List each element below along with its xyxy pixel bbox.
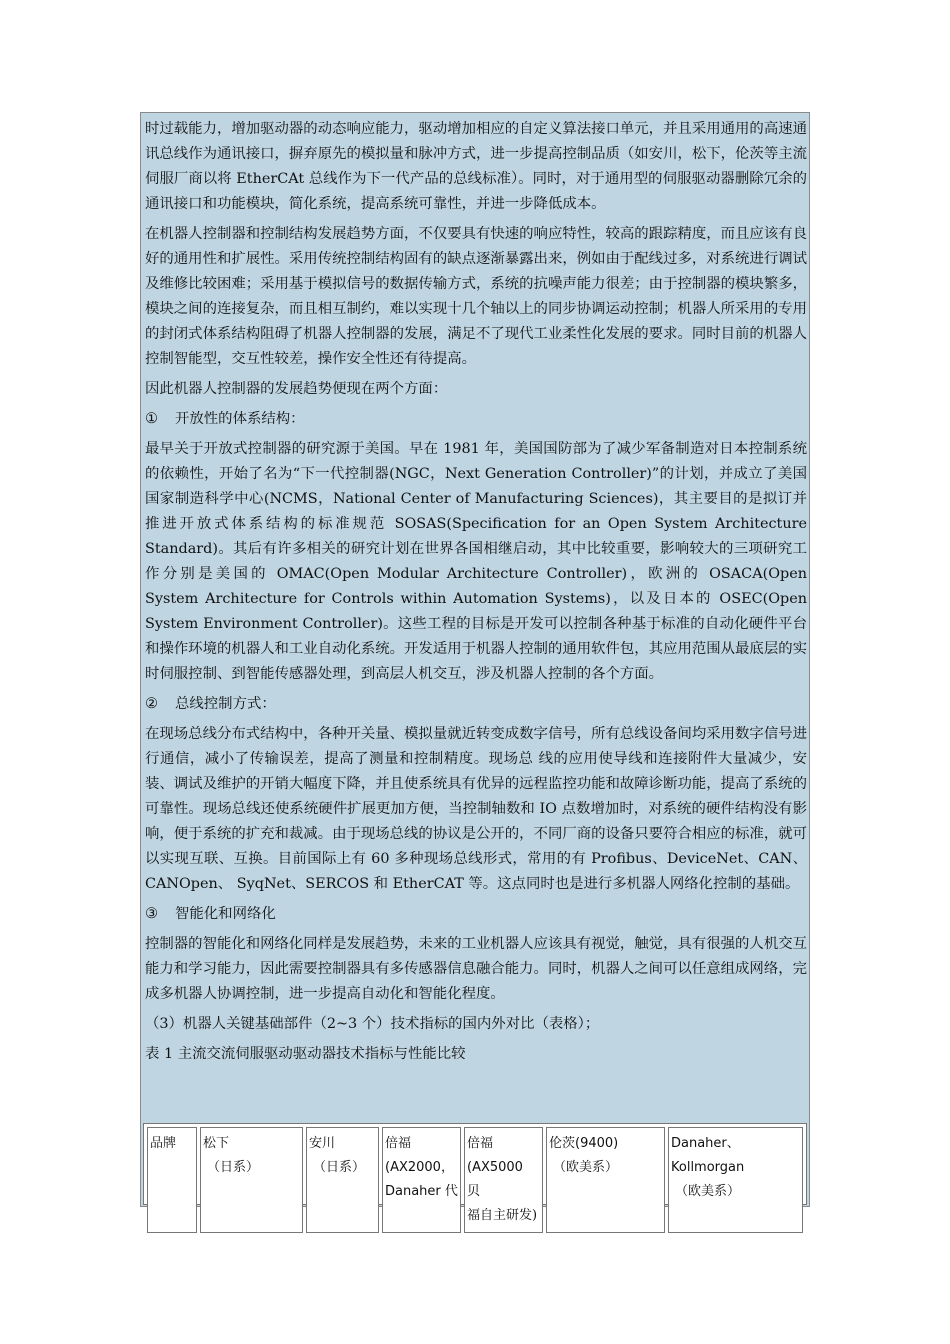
cell-subtext: (AX5000 贝 [467,1160,523,1199]
heading-text: 开放性的体系结构： [175,411,305,427]
cell-subtext: （欧美系） [553,1160,619,1175]
cell-text: 品牌 [150,1136,177,1151]
paragraph-section-3: （3）机器人关键基础部件（2~3 个）技术指标的国内外对比（表格）； [145,1016,600,1032]
heading-bus-control [145,692,807,717]
heading-number: ② [145,696,158,712]
paragraph-trend-intro: 因此机器人控制器的发展趋势便现在两个方面： [145,381,448,397]
cell-subtext: （日系） [313,1160,366,1175]
heading-text: 智能化和网络化 [175,906,276,922]
heading-intelligent-network [145,902,807,927]
paragraph-intelligent-network: 控制器的智能化和网络化同样是发展趋势，未来的工业机器人应该具有视觉，触觉，具有很强的人机交互能力和学习能力，因此需要控制器具有多传感器信息融合能力。同时，机器人之间可以任意组成网络，完成多机器人协调控制，进一步提高自动化和智能化程度。 [145,936,807,1002]
cell-subtext: （欧美系） [675,1184,741,1199]
heading-number: ③ [145,906,158,922]
paragraph-open-architecture: 最早关于开放式控制器的研究源于美国。早在 1981 年，美国国防部为了减少军备制造对日本控制系统的依赖性，开始了名为“下一代控制器(NGC，Next Generation Controller)”的计划，并成立了美国国家制造科学中心(NCMS，National Center of Manufacturing Sciences)，其主要目的是拟订并推进开放式体系结构的标准规范 SOSAS(Specification for an Open System Architecture Standard)。其后有许多相关的研究计划在世界各国相继启动，其中比较重要，影响较大的三项研究工作分别是美国的 OMAC(Open Modular Architecture Controller)，欧洲的 OSACA(Open System Architecture for Controls within Automation Systems)，以及日本的 OSEC(Open System Environment Controller)。这些工程的目标是开发可以控制各种基于标准的自动化硬件平台和操作环境的机器人和工业自动化系统。开发适用于机器人控制的通用软件包，其应用范围从最底层的实时伺服控制、到智能传感器处理，到高层人机交互，涉及机器人控制的各个方面。 [145,441,807,682]
table-cell-panasonic [200,1127,303,1233]
table-cell-brand [147,1127,197,1233]
cell-subtext: (AX2000， [385,1160,454,1175]
table-caption: 表 1 主流交流伺服驱动驱动器技术指标与性能比较 [145,1046,466,1062]
heading-text: 总线控制方式： [175,696,276,712]
cell-subtext: Danaher 代 [385,1184,458,1199]
cell-text: 伦茨(9400) [549,1136,619,1151]
comparison-table [144,1124,806,1236]
cell-text: Danaher、Kollmorgan [671,1136,745,1175]
paragraph-servo-trend: 时过载能力，增加驱动器的动态响应能力，驱动增加相应的自定义算法接口单元，并且采用通用的高速通讯总线作为通讯接口，摒弃原先的模拟量和脉冲方式，进一步提高控制品质（如安川，松下，伦茨等主流伺服厂商以将 EtherCAt 总线作为下一代产品的总线标准）。同时，对于通用型的伺服驱动器删除冗余的通讯接口和功能模块，简化系统，提高系统可靠性，并进一步降低成本。 [145,121,807,212]
cell-text: 安川 [309,1136,336,1151]
document-panel [140,112,810,1223]
cell-text: 倍福 [467,1136,494,1151]
table-row [147,1127,803,1233]
table-cell-beckhoff-ax2000 [382,1127,461,1233]
table-cell-yaskawa [306,1127,379,1233]
document-body [145,117,807,1067]
table-cell-lenze [546,1127,665,1233]
cell-text: 松下 [203,1136,230,1151]
table-cell-beckhoff-ax5000 [464,1127,543,1233]
cell-subtext: （日系） [207,1160,260,1175]
paragraph-controller-trend: 在机器人控制器和控制结构发展趋势方面，不仅要具有快速的响应特性，较高的跟踪精度，而且应该有良好的通用性和扩展性。采用传统控制结构固有的缺点逐渐暴露出来，例如由于配线过多，对系统进行调试及维修比较困难；采用基于模拟信号的数据传输方式，系统的抗噪声能力很差；由于控制器的模块繁多，模块之间的连接复杂，而且相互制约，难以实现十几个轴以上的同步协调运动控制；机器人所采用的专用的封闭式体系结构阻碍了机器人控制器的发展，满足不了现代工业柔性化发展的要求。同时目前的机器人控制智能型，交互性较差，操作安全性还有待提高。 [145,226,807,367]
table-cell-danaher [668,1127,803,1233]
heading-number: ① [145,411,158,427]
cell-text: 倍福 [385,1136,412,1151]
paragraph-bus-control: 在现场总线分布式结构中，各种开关量、模拟量就近转变成数字信号，所有总线设备间均采用数字信号进行通信，减小了传输误差，提高了测量和控制精度。现场总 线的应用使导线和连接附件大量减少，安装、调试及维护的开销大幅度下降，并且使系统具有优异的远程监控功能和故障诊断功能，提高了系统的可靠性。现场总线还使系统硬件扩展更加方便，当控制轴数和 IO 点数增加时，对系统的硬件结构没有影响，便于系统的扩充和裁减。由于现场总线的协议是公开的，不同厂商的设备只要符合相应的标准，就可以实现互联、互换。目前国际上有 60 多种现场总线形式，常用的有 Profibus、DeviceNet、CAN、CANOpen、 SyqNet、SERCOS 和 EtherCAT 等。这点同时也是进行多机器人网络化控制的基础。 [145,726,807,892]
comparison-table-container [143,1123,807,1223]
heading-open-architecture [145,407,807,432]
cell-subtext: 福自主研发) [467,1208,538,1223]
